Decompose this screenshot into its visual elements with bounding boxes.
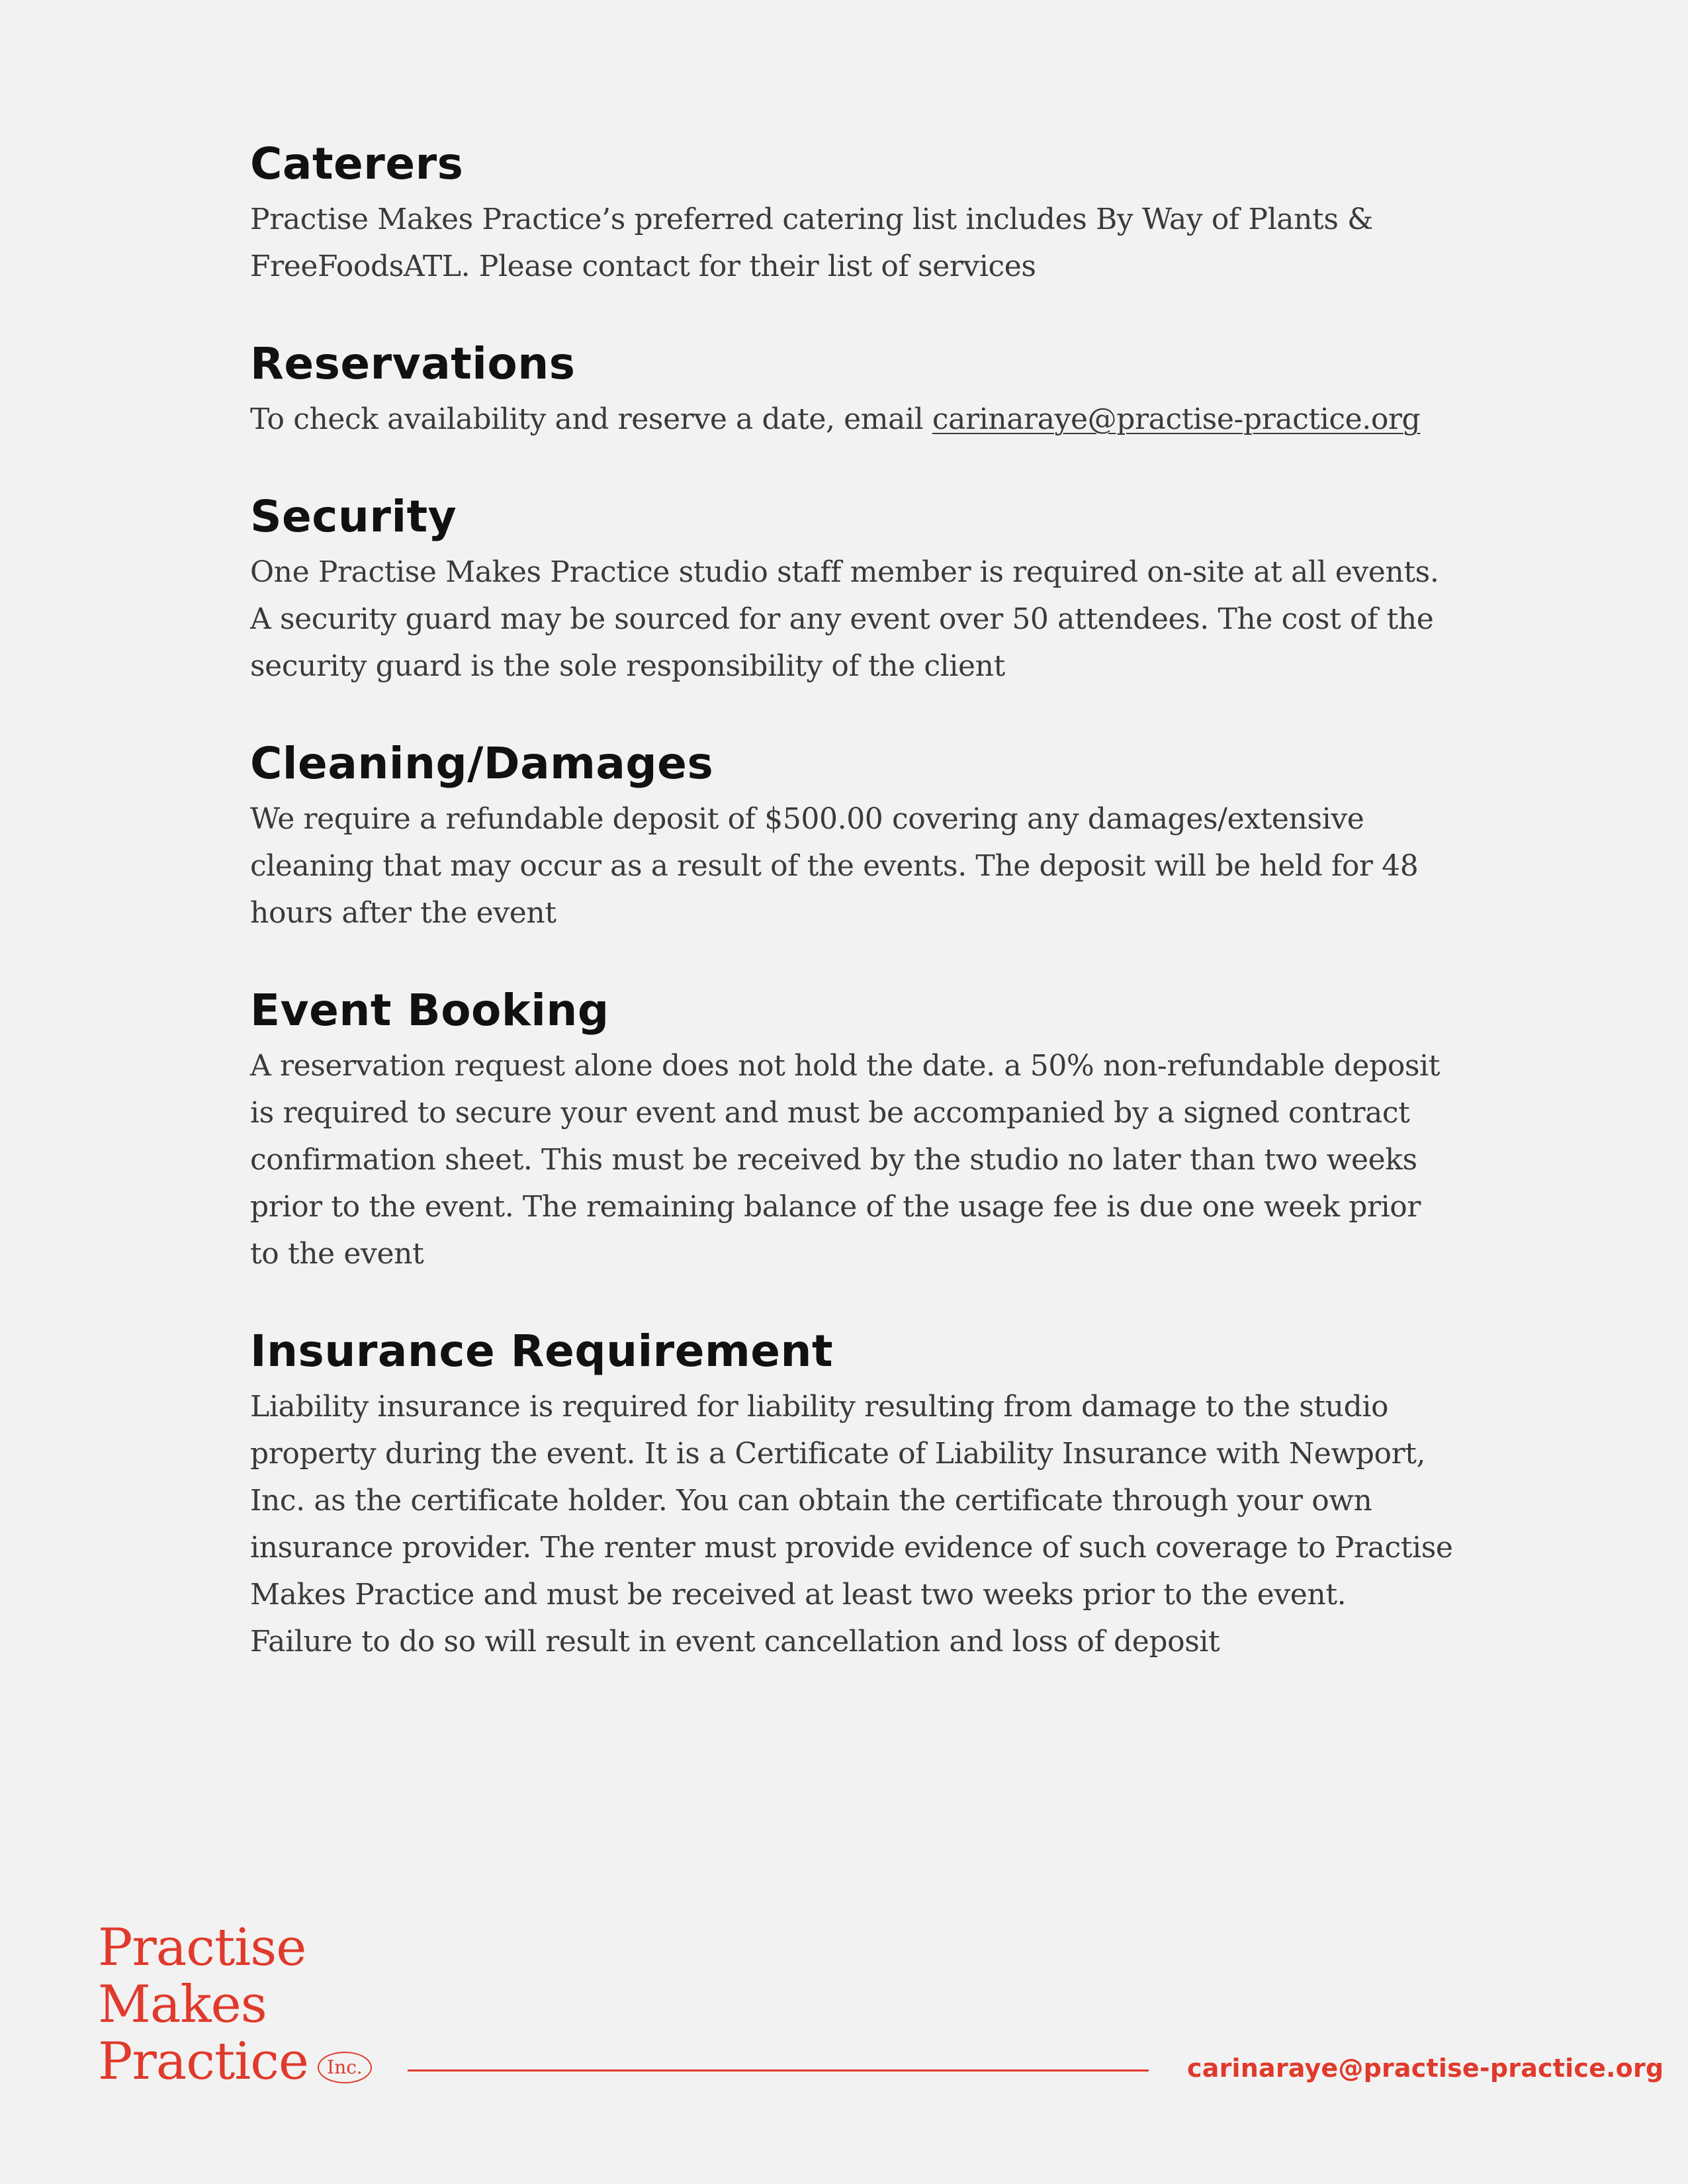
section-heading: Caterers bbox=[250, 138, 464, 189]
section-event-booking bbox=[250, 979, 1454, 1277]
section-body bbox=[250, 396, 1454, 443]
section-security bbox=[250, 485, 1454, 690]
section-body: Liability insurance is required for liability resulting from damage to the studio property during the event. It is a Certificate of Liability Insurance with Newport, Inc. as the certificate holder. You can obtain the certificate through your own insurance provider. The renter must provide evidence of such coverage to Practise Makes Practice and must be received at least two weeks prior to the event. Failure to do so will result in event cancellation and loss of deposit bbox=[250, 1390, 1453, 1659]
document-content bbox=[250, 132, 1454, 1665]
footer-email-link[interactable]: carinaraye@practise-practice.org bbox=[1187, 2054, 1664, 2083]
brand-logo bbox=[98, 1919, 308, 2090]
section-caterers bbox=[250, 132, 1454, 290]
section-body: Practise Makes Practice’s preferred catering list includes By Way of Plants & FreeFoodsATL. Please contact for their list of services bbox=[250, 203, 1373, 283]
section-body: We require a refundable deposit of $500.00 covering any damages/extensive cleaning that may occur as a result of the events. The deposit will be held for 48 hours after the event bbox=[250, 802, 1419, 930]
logo-line: Makes bbox=[98, 1975, 267, 2034]
section-heading: Insurance Requirement bbox=[250, 1326, 834, 1377]
section-cleaning-damages bbox=[250, 732, 1454, 936]
inc-badge: Inc. bbox=[318, 2052, 372, 2083]
section-heading: Event Booking bbox=[250, 985, 609, 1036]
section-heading: Cleaning/Damages bbox=[250, 738, 714, 789]
section-body: A reservation request alone does not hold the date. a 50% non-refundable deposit is required to secure your event and must be accompanied by a signed contract confirmation sheet. This must be received by the studio no later than two weeks prior to the event. The remaining balance of the usage fee is due one week prior to the event bbox=[250, 1049, 1441, 1271]
section-body: One Practise Makes Practice studio staff member is required on-site at all events. A security guard may be sourced for any event over 50 attendees. The cost of the security guard is the sole responsibility of the client bbox=[250, 555, 1439, 683]
section-reservations bbox=[250, 332, 1454, 443]
section-insurance-requirement bbox=[250, 1320, 1454, 1665]
section-heading: Reservations bbox=[250, 338, 576, 389]
logo-line: Practise bbox=[98, 1918, 306, 1978]
reservations-email-link[interactable]: carinaraye@practise-practice.org bbox=[932, 402, 1421, 436]
reservations-body-text: To check availability and reserve a date, email bbox=[250, 402, 932, 436]
logo-line: Practice bbox=[98, 2032, 309, 2091]
section-heading: Security bbox=[250, 491, 457, 542]
footer-divider bbox=[408, 2070, 1149, 2071]
